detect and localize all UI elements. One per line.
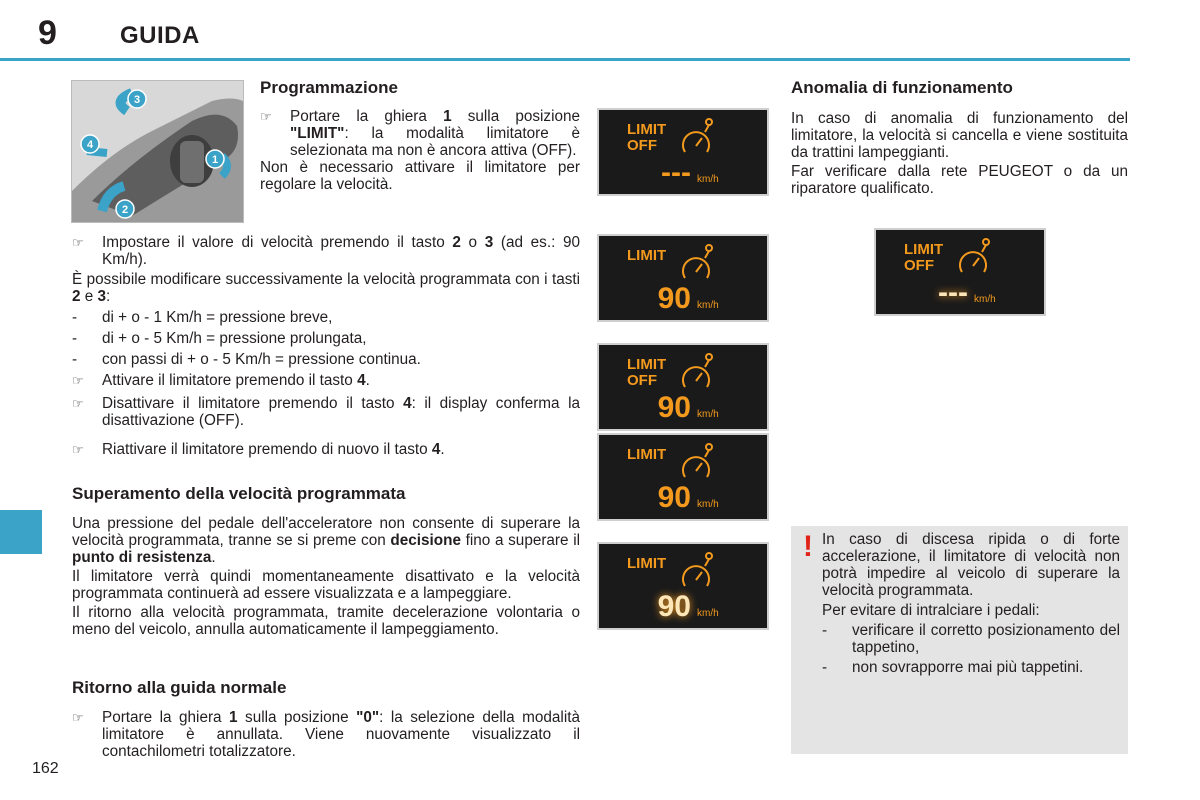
pointing-hand-icon: ☞ bbox=[72, 235, 84, 250]
page-number: 162 bbox=[32, 760, 59, 777]
dash-item: - di + o - 5 Km/h = pressione prolungata, bbox=[72, 330, 367, 347]
display-limit-label: LIMIT bbox=[627, 247, 667, 264]
speedometer-icon bbox=[683, 245, 712, 278]
display-unit-label: km/h bbox=[697, 499, 719, 510]
label-1: 1 bbox=[211, 154, 219, 166]
display-limit-label: LIMIT bbox=[627, 446, 667, 463]
bullet-item: ☞ Portare la ghiera 1 sulla posizione "0": la selezione della modalità limitatore è annullata. Viene nuovamente visualizzato il contachilometri totalizzatore. bbox=[72, 709, 580, 760]
programmazione-title: Programmazione bbox=[260, 78, 398, 97]
display-unit-label: km/h bbox=[697, 409, 719, 420]
paragraph: In caso di anomalia di funzionamento del limitatore, la velocità si cancella e viene sostituita da trattini lampeggianti. bbox=[791, 110, 1128, 161]
bullet-item: ☞ Attivare il limitatore premendo il tasto 4. bbox=[72, 372, 370, 389]
dash-item: - verificare il corretto posizionamento del tappetino, bbox=[822, 622, 1120, 656]
label-3: 3 bbox=[133, 94, 141, 106]
superamento-title: Superamento della velocità programmata bbox=[72, 484, 406, 503]
display-limit-label: LIMIT bbox=[904, 241, 944, 258]
display-fault-dashes bbox=[874, 228, 1046, 316]
programmazione-body bbox=[72, 234, 580, 458]
pointing-hand-icon: ☞ bbox=[260, 109, 272, 124]
speedometer-icon bbox=[683, 119, 712, 152]
display-unit-label: km/h bbox=[974, 294, 996, 305]
anomalia-body bbox=[791, 110, 1128, 197]
display-speed-value: 90 bbox=[657, 391, 691, 424]
dash-item: - non sovrapporre mai più tappetini. bbox=[822, 659, 1084, 676]
bullet-item: ☞ Riattivare il limitatore premendo di nuovo il tasto 4. bbox=[72, 441, 445, 458]
header-rule bbox=[0, 58, 1130, 61]
paragraph: Il limitatore verrà quindi momentaneamente disattivato e la velocità programmata continuerà ad essere visualizzata e a lampeggiare. bbox=[72, 568, 580, 602]
chapter-side-tab bbox=[0, 510, 42, 554]
display-speed-value: 90 bbox=[657, 282, 691, 315]
paragraph: In caso di discesa ripida o di forte accelerazione, il limitatore di velocità non potrà impedire al veicolo di superare la velocità programmata. bbox=[822, 531, 1120, 599]
exclamation-icon: ! bbox=[803, 530, 813, 563]
pointing-hand-icon: ☞ bbox=[72, 710, 84, 725]
display-off-dashes bbox=[597, 108, 769, 196]
ritorno-title: Ritorno alla guida normale bbox=[72, 678, 287, 697]
speedometer-icon bbox=[683, 354, 712, 387]
paragraph: Far verificare dalla rete PEUGEOT o da un riparatore qualificato. bbox=[791, 163, 1128, 197]
speed-limiter-stalk-illustration bbox=[71, 80, 244, 223]
display-speed-value: --- bbox=[661, 156, 691, 189]
display-limit-90-active bbox=[597, 433, 769, 521]
display-unit-label: km/h bbox=[697, 608, 719, 619]
chapter-number: 9 bbox=[38, 14, 57, 52]
paragraph: È possibile modificare successivamente la velocità programmata con i tasti 2 e 3: bbox=[72, 271, 580, 305]
programmazione-intro bbox=[260, 108, 580, 193]
display-unit-label: km/h bbox=[697, 300, 719, 311]
paragraph: Il ritorno alla velocità programmata, tramite decelerazione volontaria o meno del veicolo, annulla automaticamente il lampeggiamento. bbox=[72, 604, 580, 638]
superamento-body bbox=[72, 515, 580, 638]
pointing-hand-icon: ☞ bbox=[72, 373, 84, 388]
paragraph: Una pressione del pedale dell'acceleratore non consente di superare la velocità programmata, tranne se si preme con decisione fino a superare il punto di resistenza. bbox=[72, 515, 581, 566]
pointing-hand-icon: ☞ bbox=[72, 442, 84, 457]
speedometer-icon bbox=[683, 553, 712, 586]
pointing-hand-icon: ☞ bbox=[72, 396, 84, 411]
display-speed-value: --- bbox=[938, 276, 968, 309]
bullet-item: ☞ Disattivare il limitatore premendo il tasto 4: il display conferma la disattivazione (OFF). bbox=[72, 395, 580, 429]
display-off-label: OFF bbox=[904, 257, 934, 274]
bullet-item: ☞ Impostare il valore di velocità premendo il tasto 2 o 3 (ad es.: 90 Km/h). bbox=[72, 234, 580, 268]
display-unit-label: km/h bbox=[697, 174, 719, 185]
display-off-label: OFF bbox=[627, 137, 657, 154]
dash-item: - di + o - 1 Km/h = pressione breve, bbox=[72, 309, 333, 326]
label-4: 4 bbox=[86, 139, 94, 151]
display-limit-label: LIMIT bbox=[627, 555, 667, 572]
dash-item: - con passi di + o - 5 Km/h = pressione continua. bbox=[72, 351, 421, 368]
display-off-90 bbox=[597, 343, 769, 431]
ritorno-body bbox=[72, 709, 580, 760]
label-2: 2 bbox=[121, 204, 129, 216]
display-limit-90 bbox=[597, 234, 769, 322]
display-limit-label: LIMIT bbox=[627, 121, 667, 138]
warning-box bbox=[791, 526, 1128, 754]
anomalia-title: Anomalia di funzionamento bbox=[791, 78, 1013, 97]
speedometer-icon bbox=[683, 444, 712, 477]
speedometer-icon bbox=[960, 239, 989, 272]
display-speed-value: 90 bbox=[657, 481, 691, 514]
display-limit-90-blinking bbox=[597, 542, 769, 630]
paragraph: Non è necessario attivare il limitatore per regolare la velocità. bbox=[260, 159, 580, 193]
display-off-label: OFF bbox=[627, 372, 657, 389]
display-speed-value: 90 bbox=[657, 590, 691, 623]
bullet-item: ☞ Portare la ghiera 1 sulla posizione "LIMIT": la modalità limitatore è selezionata ma non è ancora attiva (OFF). bbox=[260, 108, 581, 159]
paragraph: Per evitare di intralciare i pedali: bbox=[822, 602, 1040, 619]
display-limit-label: LIMIT bbox=[627, 356, 667, 373]
chapter-title: GUIDA bbox=[120, 22, 200, 49]
